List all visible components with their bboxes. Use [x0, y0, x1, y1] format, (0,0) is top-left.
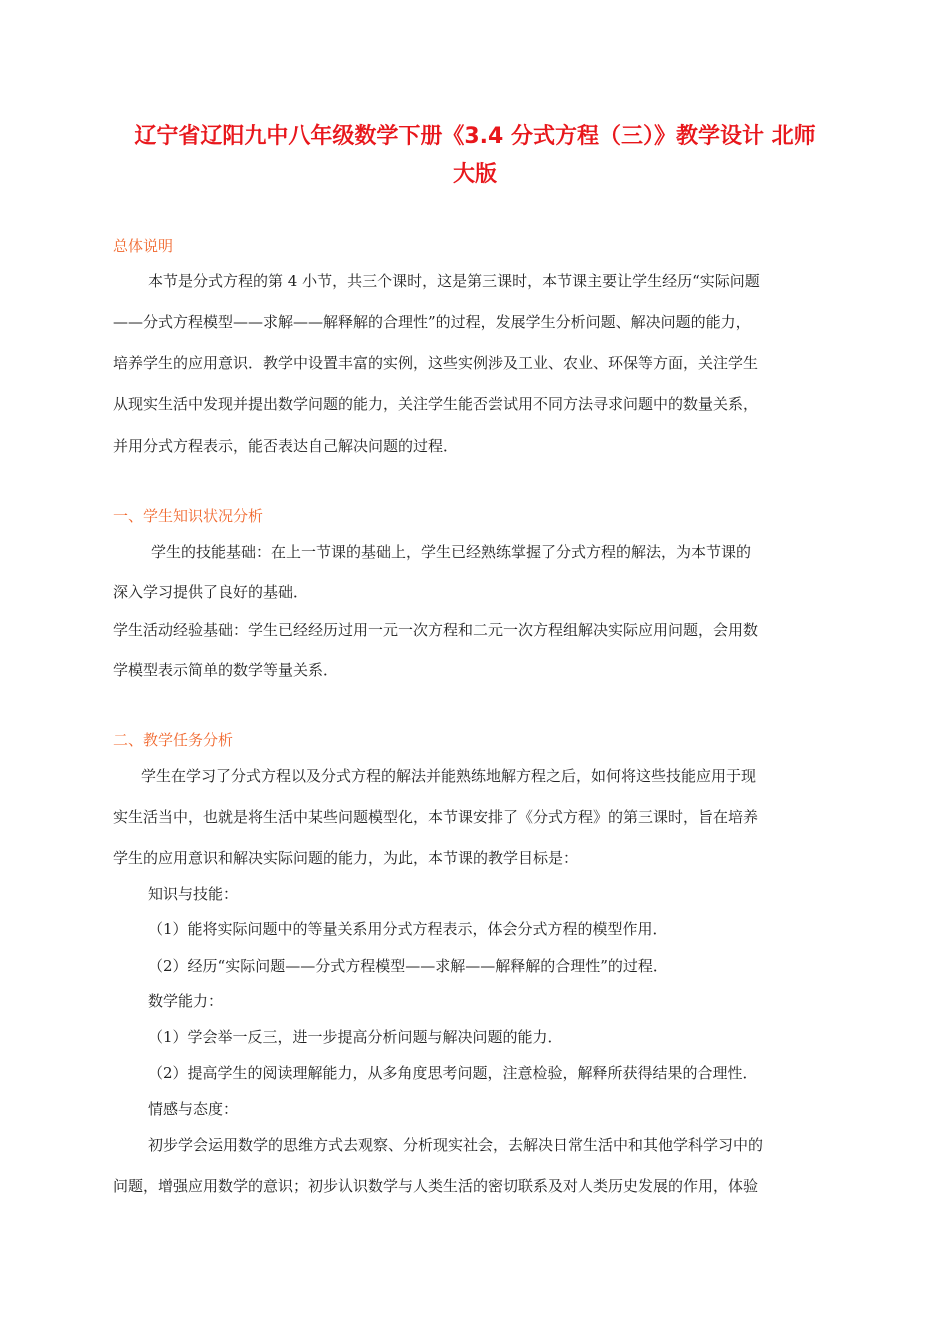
section2-line: 学生的应用意识和解决实际问题的能力，为此，本节课的教学目标是：: [113, 849, 579, 867]
section2-line: （1）能将实际问题中的等量关系用分式方程表示，体会分式方程的模型作用．: [148, 920, 668, 938]
section2-line: （2）提高学生的阅读理解能力，从多角度思考问题，注意检验，解释所获得结果的合理性．: [148, 1064, 758, 1082]
overview-line: 从现实生活中发现并提出数学问题的能力，关注学生能否尝试用不同方法寻求问题中的数量关系，: [113, 395, 759, 413]
section1-heading: 一、学生知识状况分析: [113, 507, 264, 525]
section2-line: （1）学会举一反三，进一步提高分析问题与解决问题的能力．: [148, 1028, 563, 1046]
section2-line: 情感与态度：: [148, 1100, 239, 1118]
section1-line: 学生活动经验基础：学生已经经历过用一元一次方程和二元一次方程组解决实际应用问题，会用数: [113, 621, 759, 639]
document-title: [100, 118, 850, 194]
section1-line: 深入学习提供了良好的基础．: [113, 583, 309, 601]
section2-heading: 二、教学任务分析: [113, 731, 234, 749]
section2-line: （2）经历“实际问题——分式方程模型——求解——解释解的合理性”的过程．: [148, 957, 668, 975]
section2-line: 学生在学习了分式方程以及分式方程的解法并能熟练地解方程之后，如何将这些技能应用于现: [141, 767, 757, 785]
section1-line: 学模型表示简单的数学等量关系．: [113, 661, 339, 679]
overview-heading: 总体说明: [113, 237, 174, 255]
overview-line: ——分式方程模型——求解——解释解的合理性”的过程，发展学生分析问题、解决问题的能力，: [113, 313, 751, 331]
overview-line: 培养学生的应用意识．教学中设置丰富的实例，这些实例涉及工业、农业、环保等方面，关注学生: [113, 354, 759, 372]
overview-line: 本节是分式方程的第 4 小节，共三个课时，这是第三课时，本节课主要让学生经历“实际问题: [148, 272, 760, 290]
section2-line: 问题，增强应用数学的意识；初步认识数学与人类生活的密切联系及对人类历史发展的作用，体验: [113, 1177, 759, 1195]
overview-line: 并用分式方程表示，能否表达自己解决问题的过程．: [113, 437, 459, 455]
section2-line: 知识与技能：: [148, 885, 239, 903]
section2-line: 实生活当中，也就是将生活中某些问题模型化，本节课安排了《分式方程》的第三课时，旨在培养: [113, 808, 759, 826]
section2-line: 初步学会运用数学的思维方式去观察、分析现实社会，去解决日常生活中和其他学科学习中的: [148, 1136, 764, 1154]
title-line-1: 辽宁省辽阳九中八年级数学下册《3.4 分式方程（三）》教学设计 北师: [134, 124, 816, 149]
section1-line: 学生的技能基础：在上一节课的基础上，学生已经熟练掌握了分式方程的解法，为本节课的: [151, 543, 752, 561]
title-line-2: 大版: [452, 162, 497, 187]
section2-line: 数学能力：: [148, 992, 224, 1010]
